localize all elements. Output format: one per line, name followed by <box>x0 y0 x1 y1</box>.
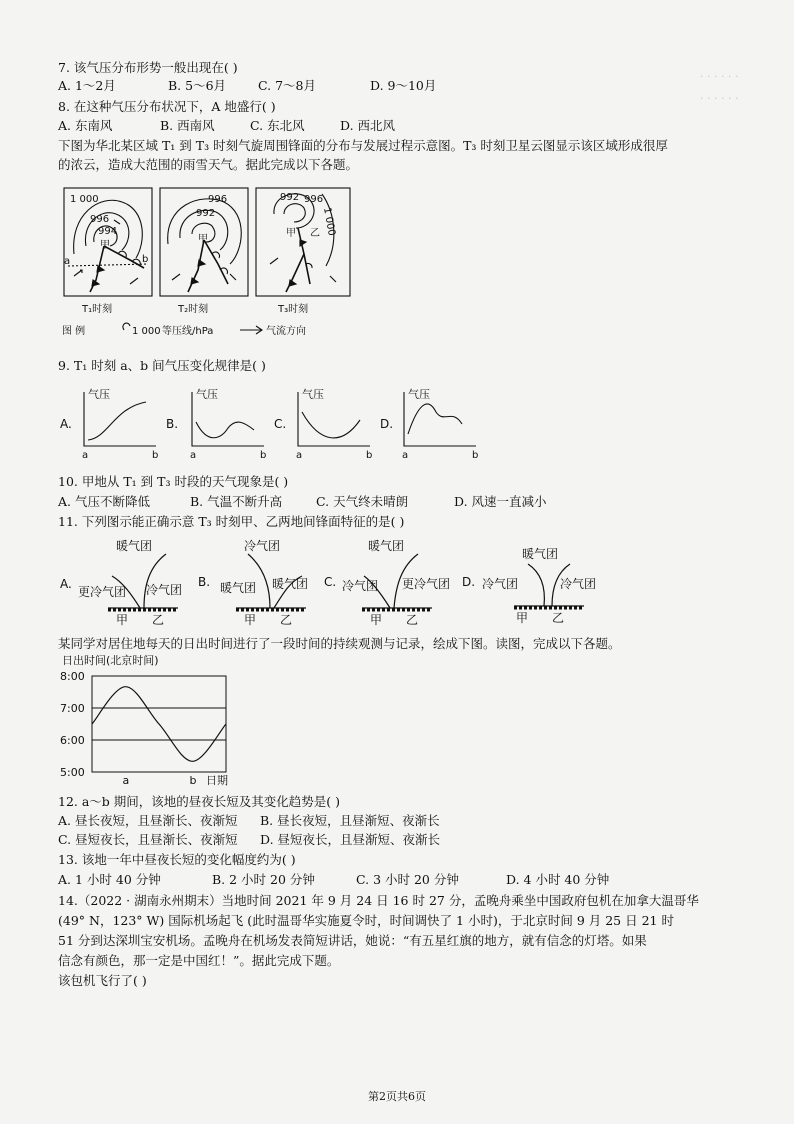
front-mark <box>300 240 306 246</box>
graph-c-curve[interactable] <box>302 412 360 438</box>
point-label: 乙 <box>280 613 293 626</box>
air-mass-top: 暖气团 <box>116 539 153 553</box>
point-label: 甲 <box>244 613 257 626</box>
q12-option-a[interactable]: A. 昼长夜短，且昼渐长、夜渐短 <box>58 813 238 828</box>
q10-option-a[interactable]: A. 气压不断降低 <box>58 494 150 509</box>
q8-option-c[interactable]: C. 东北风 <box>250 118 305 133</box>
q10-option-c[interactable]: C. 天气终未晴朗 <box>316 494 409 509</box>
point-label: 甲 <box>516 611 529 625</box>
point-label: 甲 <box>370 613 383 626</box>
front-mark <box>97 266 104 272</box>
flow-arrow <box>114 220 120 224</box>
point-label: b <box>142 254 149 265</box>
q11-stem: 11. 下列图示能正确示意 T₃ 时刻甲、乙两地间锋面特征的是( ) <box>58 514 405 529</box>
sunrise-chart <box>58 654 248 788</box>
graph-a-curve[interactable] <box>88 402 146 440</box>
q9-stem: 9. T₁ 时刻 a、b 间气压变化规律是( ) <box>58 358 266 373</box>
graph-left: a <box>402 450 409 460</box>
chart-ylabel: 日出时间(北京时间) <box>62 654 159 667</box>
chart-xmark-label: a <box>122 774 130 787</box>
q13-option-d[interactable]: D. 4 小时 40 分钟 <box>506 872 610 887</box>
point-label: a <box>64 256 71 267</box>
point-label: 甲 <box>100 240 110 251</box>
q12-option-c[interactable]: C. 昼短夜长，且昼渐长、夜渐短 <box>58 832 238 847</box>
page-footer: 第2页共6页 <box>368 1090 426 1103</box>
graph-b-curve[interactable] <box>196 422 254 438</box>
q9-graphs <box>58 384 478 460</box>
intro2-line1: 某同学对居住地每天的日出时间进行了一段时间的持续观测与记录，绘成下图。读图，完成以下各题。 <box>58 636 621 651</box>
graph-right: b <box>260 450 267 460</box>
legend-flow-symbol <box>240 326 262 334</box>
air-mass-right: 暖气团 <box>272 577 309 591</box>
q13-option-c[interactable]: C. 3 小时 20 分钟 <box>356 872 459 887</box>
air-mass-top: 暖气团 <box>522 547 559 561</box>
panel-caption: T₁时刻 <box>82 304 113 315</box>
chart-ytick-label: 7:00 <box>60 702 85 715</box>
graph-left: a <box>82 450 89 460</box>
flow-arrow <box>230 274 236 280</box>
intro1-line2: 的浓云，造成大范围的雨雪天气。据此完成以下各题。 <box>58 157 359 172</box>
q14-line5: 该包机飞行了( ) <box>58 973 147 988</box>
cyclone-figure <box>60 184 360 342</box>
flow-arrow <box>172 274 180 280</box>
option-letter[interactable]: A. <box>60 417 72 431</box>
air-mass-left: 暖气团 <box>220 581 257 595</box>
panel-caption: T₂时刻 <box>178 304 209 315</box>
front-mark <box>289 280 296 286</box>
chart-ytick-label: 5:00 <box>60 766 85 779</box>
point-label: 乙 <box>406 613 419 626</box>
q13-option-b[interactable]: B. 2 小时 20 分钟 <box>212 872 315 887</box>
q8-option-b[interactable]: B. 西南风 <box>160 118 215 133</box>
option-letter[interactable]: B. <box>198 575 211 589</box>
panel-caption: T₃时刻 <box>278 304 309 315</box>
air-mass-top: 暖气团 <box>368 539 405 553</box>
chart-xmark-label: b <box>189 774 197 787</box>
q7-option-a[interactable]: A. 1～2月 <box>58 78 116 93</box>
isobar-label: 996 <box>208 194 228 205</box>
option-letter[interactable]: B. <box>166 417 179 431</box>
legend-title: 图 例 <box>62 326 86 337</box>
graph-ylabel: 气压 <box>196 388 218 401</box>
occluded-front <box>298 228 310 284</box>
option-letter[interactable]: D. <box>380 417 394 431</box>
warm-front <box>204 240 228 284</box>
graph-ylabel: 气压 <box>88 388 110 401</box>
q7-option-b[interactable]: B. 5～6月 <box>168 78 227 93</box>
graph-right: b <box>152 450 159 460</box>
graph-left: a <box>296 450 303 460</box>
air-mass-right: 更冷气团 <box>402 577 451 591</box>
option-letter[interactable]: C. <box>274 417 287 431</box>
chart-series-line <box>92 687 226 762</box>
q10-option-d[interactable]: D. 风速一直减小 <box>454 494 547 509</box>
option-letter[interactable]: A. <box>60 577 72 591</box>
q14-line2: (49° N，123° W) 国际机场起飞 (此时温哥华实施夏令时，时间调快了 1 小时)，于北京时间 9 月 25 日 21 时 <box>58 913 674 928</box>
point-label: 乙 <box>552 611 565 625</box>
option-letter[interactable]: C. <box>324 575 337 589</box>
intro1-line1: 下图为华北某区域 T₁ 到 T₃ 时刻气旋周围锋面的分布与发展过程示意图。T₃ 时刻卫星云图显示该区域形成很厚 <box>58 138 668 153</box>
q10-stem: 10. 甲地从 T₁ 到 T₃ 时段的天气现象是( ) <box>58 474 289 489</box>
chart-ytick-label: 6:00 <box>60 734 85 747</box>
isobar-label: 996 <box>304 194 324 205</box>
point-label: 甲 <box>116 613 129 626</box>
point-label: 乙 <box>310 228 320 239</box>
q8-stem: 8. 在这种气压分布状况下，A 地盛行( ) <box>58 99 276 114</box>
q12-option-d[interactable]: D. 昼短夜长，且昼渐短、夜渐长 <box>260 832 441 847</box>
q7-option-d[interactable]: D. 9～10月 <box>370 78 437 93</box>
q12-option-b[interactable]: B. 昼长夜短，且昼渐短、夜渐长 <box>260 813 440 828</box>
point-label: 乙 <box>152 613 165 626</box>
graph-right: b <box>472 450 478 460</box>
q14-line4: 信念有颜色，那一定是中国红！”。据此完成下题。 <box>58 953 340 968</box>
q14-line1: 14.（2022 · 湖南永州期末）当地时间 2021 年 9 月 24 日 16 时 27 分，孟晚舟乘坐中国政府包机在加拿大温哥华 <box>58 893 699 908</box>
q10-option-b[interactable]: B. 气温不断升高 <box>190 494 283 509</box>
air-mass-right: 冷气团 <box>560 577 597 591</box>
legend-flow-text: 气流方向 <box>266 326 306 337</box>
bleed-through-text: · · · · · · <box>700 92 739 105</box>
air-mass-right: 冷气团 <box>146 583 183 597</box>
isobar-label: 994 <box>98 226 118 237</box>
isobar-label: 992 <box>196 208 216 219</box>
graph-left: a <box>190 450 197 460</box>
cold-front <box>188 240 204 292</box>
flow-arrow <box>330 276 336 282</box>
graph-ylabel: 气压 <box>302 388 324 401</box>
point-label: 甲 <box>286 228 296 239</box>
q7-option-c[interactable]: C. 7～8月 <box>258 78 316 93</box>
chart-ytick-label: 8:00 <box>60 670 85 683</box>
q13-stem: 13. 该地一年中昼夜长短的变化幅度约为( ) <box>58 852 296 867</box>
q7-stem: 7. 该气压分布形势一般出现在( ) <box>58 60 238 75</box>
q13-option-a[interactable]: A. 1 小时 40 分钟 <box>58 872 161 887</box>
isobar-label: 992 <box>280 192 300 203</box>
option-letter[interactable]: D. <box>462 575 476 589</box>
point-label: 甲 <box>198 234 208 245</box>
q8-option-a[interactable]: A. 东南风 <box>58 118 113 133</box>
air-mass-top: 冷气团 <box>244 539 281 553</box>
front-surface <box>528 564 544 606</box>
q12-stem: 12. a～b 期间，该地的昼夜长短及其变化趋势是( ) <box>58 794 341 809</box>
bleed-through-text: · · · · · · <box>700 70 739 83</box>
front-surface <box>144 554 166 608</box>
air-mass-left: 冷气团 <box>482 577 519 591</box>
legend-isobar-symbol <box>123 323 130 330</box>
isobar-label: 1 000 <box>70 194 99 205</box>
air-mass-left: 更冷气团 <box>78 585 127 599</box>
legend-isobar-text: 等压线/hPa <box>162 326 214 337</box>
graph-ylabel: 气压 <box>408 388 430 401</box>
flow-arrow <box>130 278 138 284</box>
flow-arrow <box>270 258 278 264</box>
chart-xlabel: 日期 <box>206 774 228 787</box>
front-mark <box>198 260 205 266</box>
isobar-label: 1 000 <box>321 206 337 237</box>
isobar-label: 996 <box>90 214 110 225</box>
q14-line3: 51 分到达深圳宝安机场。孟晚舟在机场发表简短讲话，她说：“有五星红旗的地方，就有信念的灯塔。如果 <box>58 933 647 948</box>
graph-right: b <box>366 450 373 460</box>
flow-arrow <box>74 270 82 276</box>
graph-d-curve[interactable] <box>408 404 462 434</box>
q8-option-d[interactable]: D. 西北风 <box>340 118 396 133</box>
q11-front-diagrams <box>58 536 618 626</box>
legend-isobar-value: 1 000 <box>132 326 161 337</box>
isobar <box>284 204 305 222</box>
air-mass-left: 冷气团 <box>342 579 379 593</box>
